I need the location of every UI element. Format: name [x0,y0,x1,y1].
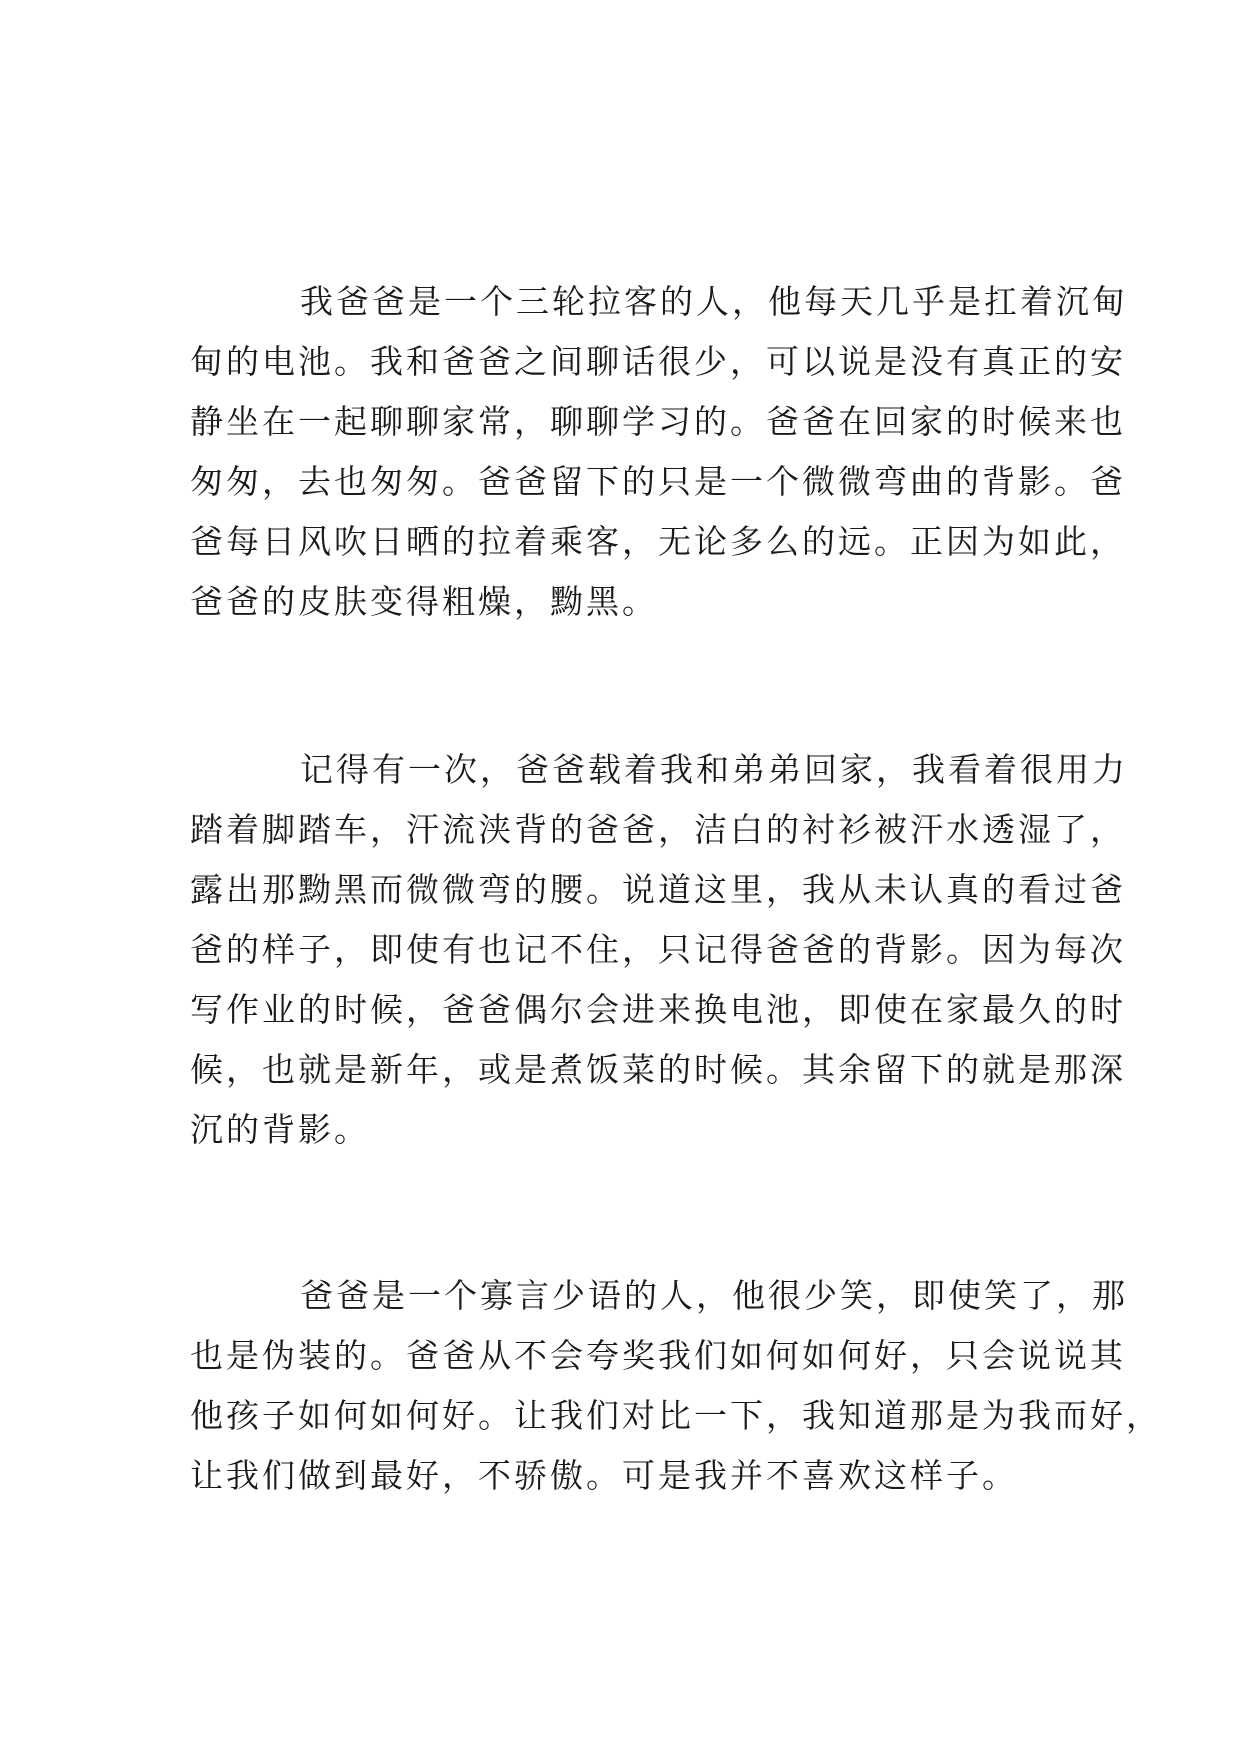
paragraph-line: 我爸爸是一个三轮拉客的人，他每天几乎是扛着沉甸 [300,282,1128,321]
paragraph-line: 爸爸是一个寡言少语的人，他很少笑，即使笑了，那 [300,1276,1128,1315]
paragraph-1 [190,272,1128,632]
paragraph-line: 也是伪装的。爸爸从不会夸奖我们如何如何好，只会说说其 [190,1336,1126,1375]
paragraph-2 [190,740,1128,1160]
paragraph-line: 沉的背影。 [190,1110,370,1149]
paragraph-line: 让我们做到最好，不骄傲。可是我并不喜欢这样子。 [190,1456,1018,1495]
paragraph-line: 爸爸的皮肤变得粗燥，黝黑。 [190,582,658,621]
paragraph-line: 写作业的时候，爸爸偶尔会进来换电池，即使在家最久的时 [190,990,1126,1029]
paragraph-line: 踏着脚踏车，汗流浃背的爸爸，洁白的衬衫被汗水透湿了， [190,810,1126,849]
paragraph-line: 他孩子如何如何好。让我们对比一下，我知道那是为我而好， [190,1396,1162,1435]
paragraph-line: 甸的电池。我和爸爸之间聊话很少，可以说是没有真正的安 [190,342,1126,381]
paragraph-line: 爸的样子，即使有也记不住，只记得爸爸的背影。因为每次 [190,930,1126,969]
paragraph-line: 露出那黝黑而微微弯的腰。说道这里，我从未认真的看过爸 [190,870,1126,909]
paragraph-3 [190,1266,1162,1506]
paragraph-line: 静坐在一起聊聊家常，聊聊学习的。爸爸在回家的时候来也 [190,402,1126,441]
paragraph-line: 匆匆，去也匆匆。爸爸留下的只是一个微微弯曲的背影。爸 [190,462,1126,501]
paragraph-line: 爸每日风吹日晒的拉着乘客，无论多么的远。正因为如此， [190,522,1126,561]
paragraph-line: 记得有一次，爸爸载着我和弟弟回家，我看着很用力 [300,750,1128,789]
paragraph-line: 候，也就是新年，或是煮饭菜的时候。其余留下的就是那深 [190,1050,1126,1089]
